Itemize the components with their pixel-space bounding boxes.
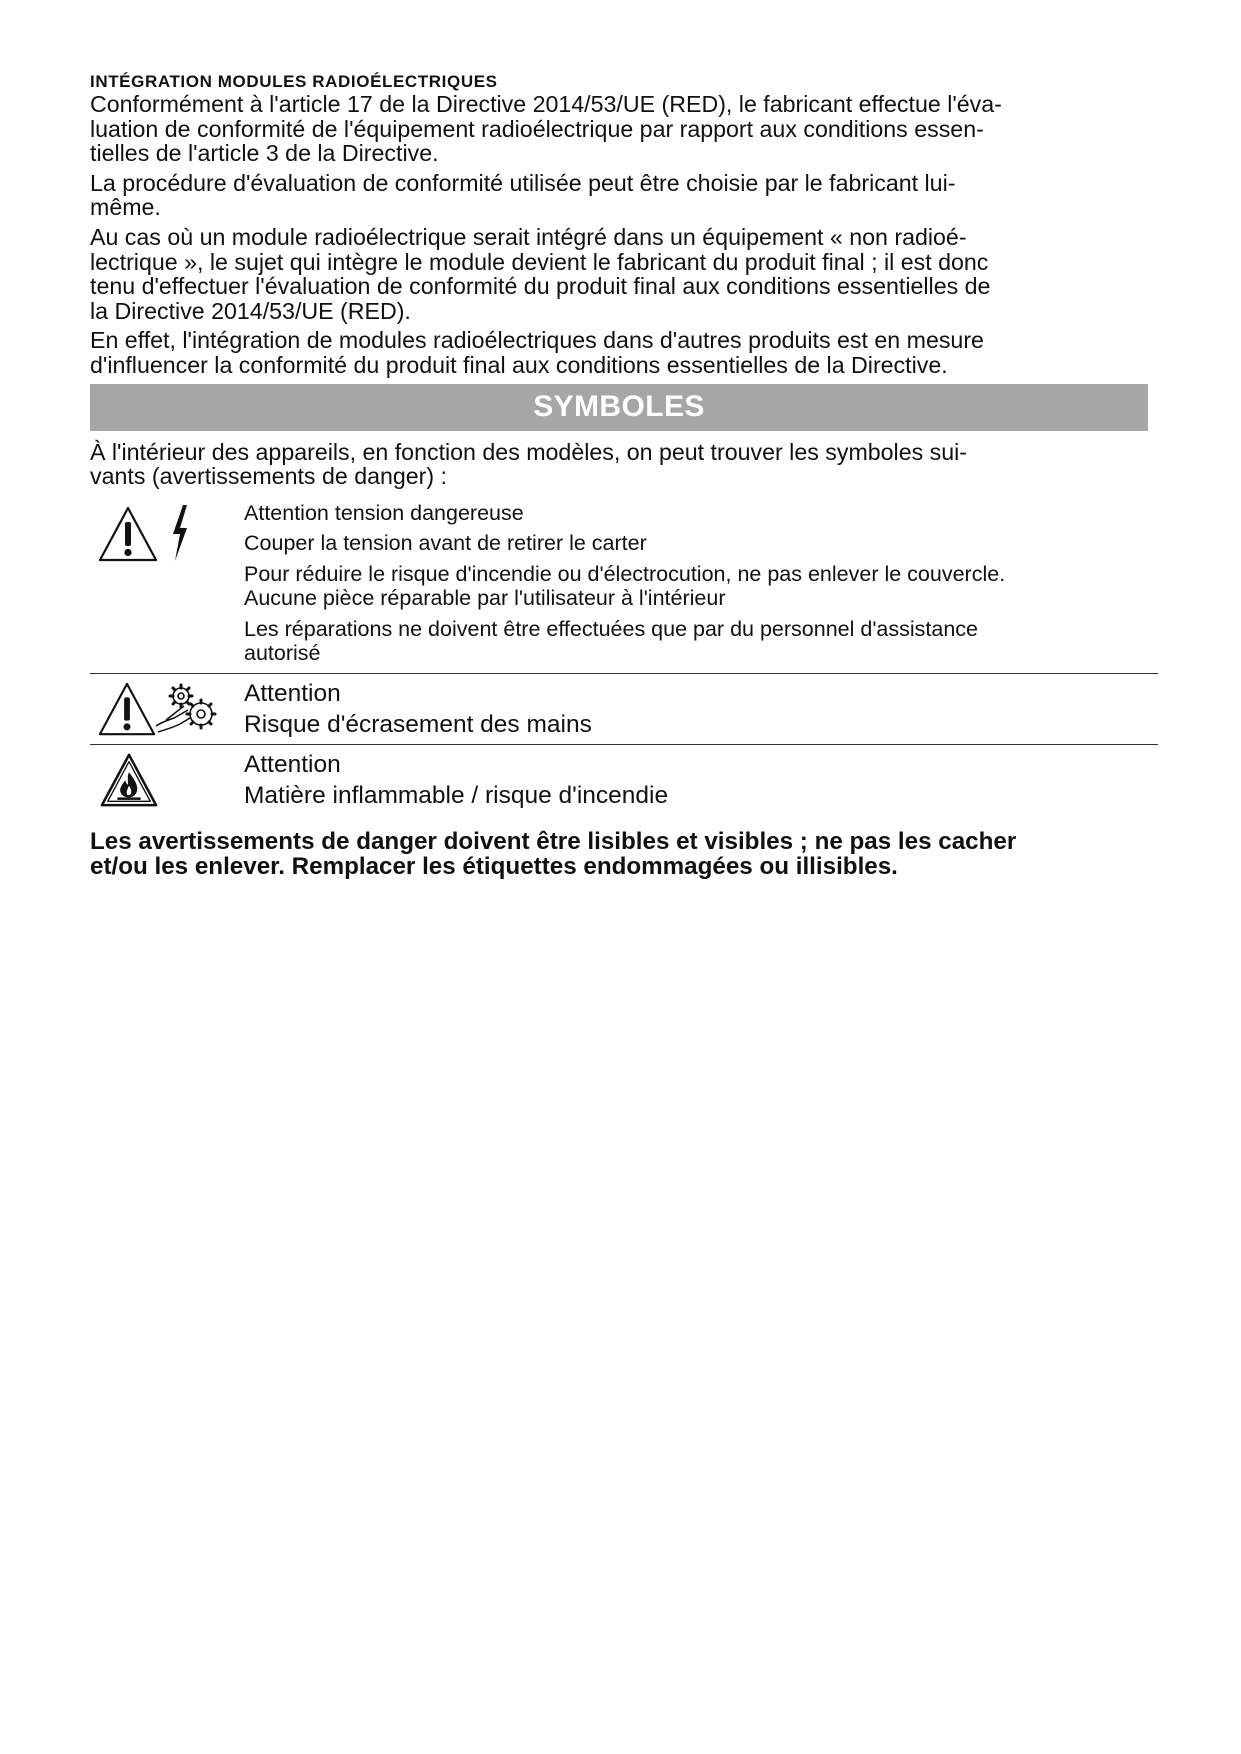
warning-triangle-icon	[96, 504, 160, 564]
paragraph-line: La procédure d'évaluation de conformité utilisée peut être choisie par le fabricant lui-	[90, 169, 956, 196]
intro-line: À l'intérieur des appareils, en fonction des modèles, on peut trouver les symboles sui-	[90, 438, 967, 465]
symbols-table	[90, 501, 1158, 811]
paragraph-line: En effet, l'intégration de modules radioélectriques dans d'autres produits est en mesure	[90, 327, 984, 354]
symbol-text: Attention	[244, 679, 341, 707]
paragraph-line: tenu d'effectuer l'évaluation de conformité du produit final aux conditions essentielles de	[90, 273, 991, 300]
symbol-text: Couper la tension avant de retirer le carter	[244, 531, 647, 556]
warning-triangle-icon	[96, 680, 158, 738]
symbol-text: Les réparations ne doivent être effectuées que par du personnel d'assistance	[244, 616, 979, 641]
hand-crush-gears-icon	[154, 680, 220, 738]
symbol-text: Attention tension dangereuse	[244, 500, 524, 525]
warning-line: Les avertissements de danger doivent être lisibles et visibles ; ne pas les cacher	[90, 827, 1017, 855]
paragraph-line: Conformément à l'article 17 de la Directive 2014/53/UE (RED), le fabricant effectue l'éva-	[90, 91, 1002, 117]
symbol-text: Matière inflammable / risque d'incendie	[244, 781, 669, 809]
symbol-text: Pour réduire le risque d'incendie ou d'électrocution, ne pas enlever le couvercle.	[244, 561, 1006, 586]
paragraph-line: lectrique », le sujet qui intègre le module devient le fabricant du produit final ; il est donc	[90, 248, 989, 275]
paragraph-line: luation de conformité de l'équipement radioélectrique par rapport aux conditions essen-	[90, 115, 984, 142]
symbols-intro	[90, 440, 1158, 489]
symbol-text: autorisé	[244, 641, 321, 666]
intro-line: vants (avertissements de danger) :	[90, 463, 447, 490]
symbol-text: Risque d'écrasement des mains	[244, 710, 592, 738]
symbol-row-flammable	[90, 745, 1158, 811]
symbol-row-crush	[90, 674, 1158, 745]
danger-warning-note	[90, 829, 1148, 879]
paragraph-line: même.	[90, 194, 161, 221]
banner-title: SYMBOLES	[533, 390, 705, 424]
paragraph-line: d'influencer la conformité du produit final aux conditions essentielles de la Directive.	[90, 351, 948, 378]
symbol-text: Aucune pièce réparable par l'utilisateur à l'intérieur	[244, 586, 726, 611]
paragraph-3	[90, 225, 1158, 323]
paragraph-1	[90, 92, 1158, 166]
document-page	[90, 72, 1158, 879]
warning-line: et/ou les enlever. Remplacer les étiquettes endommagées ou illisibles.	[90, 852, 898, 880]
paragraph-line: Au cas où un module radioélectrique serait intégré dans un équipement « non radioé-	[90, 223, 967, 250]
symbol-row-electrical	[90, 501, 1158, 674]
lightning-bolt-icon	[169, 504, 191, 562]
paragraph-4	[90, 328, 1158, 377]
symbols-banner	[90, 384, 1148, 431]
paragraph-line: la Directive 2014/53/UE (RED).	[90, 297, 411, 324]
paragraph-2	[90, 171, 1158, 220]
flammable-triangle-icon	[98, 751, 160, 809]
symbol-text: Attention	[244, 750, 341, 778]
paragraph-line: tielles de l'article 3 de la Directive.	[90, 140, 439, 167]
section-heading: INTÉGRATION MODULES RADIOÉLECTRIQUES	[90, 72, 498, 91]
